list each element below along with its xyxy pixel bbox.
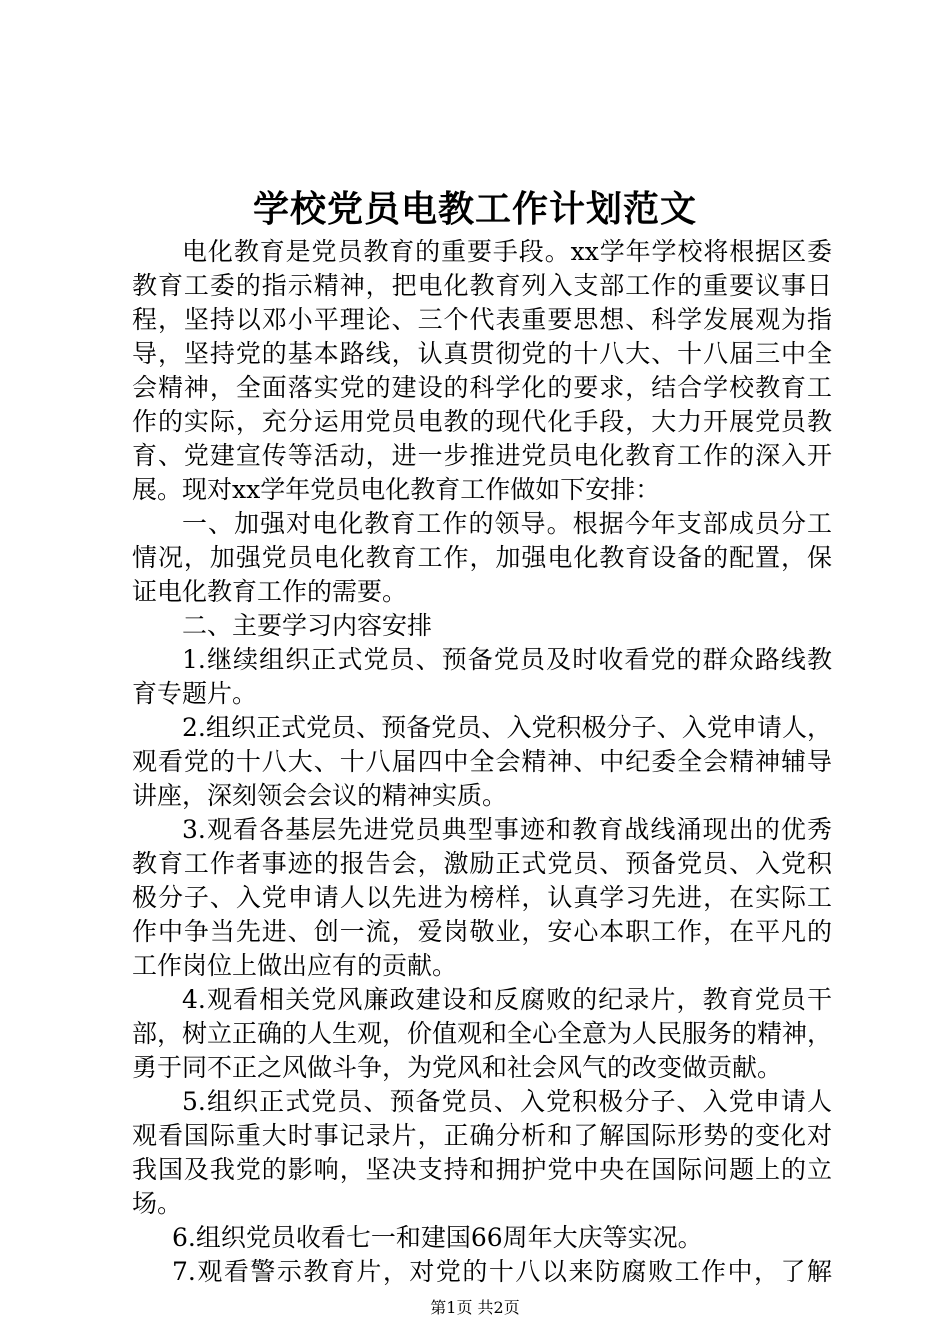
text-line: 场。 (132, 1189, 183, 1218)
page-title: 学校党员电教工作计划范文 (252, 188, 697, 230)
text-line: 我国及我党的影响，坚决支持和拥护党中央在国际问题上的立 (132, 1155, 832, 1184)
text-line: 6.组织党员收看七一和建国66周年大庆等实况。 (172, 1223, 703, 1252)
text-line: 7.观看警示教育片，对党的十八以来防腐败工作中，了解 (172, 1257, 832, 1286)
text-line: 作中争当先进、创一流，爱岗敬业，安心本职工作，在平凡的 (132, 917, 832, 946)
section-heading: 二、主要学习内容安排 (182, 611, 433, 640)
text-line: 观看国际重大时事记录片，正确分析和了解国际形势的变化对 (132, 1121, 832, 1150)
text-line: 5.组织正式党员、预备党员、入党积极分子、入党申请人 (182, 1087, 832, 1116)
text-line: 1.继续组织正式党员、预备党员及时收看党的群众路线教 (182, 645, 832, 674)
text-line: 育专题片。 (132, 679, 258, 708)
text-line: 证电化教育工作的需要。 (132, 577, 408, 606)
text-line: 观看党的十八大、十八届四中全会精神、中纪委全会精神辅导 (132, 747, 832, 776)
text-line: 育、党建宣传等活动，进一步推进党员电化教育工作的深入开 (132, 441, 832, 470)
page-footer: 第1页 共2页 (430, 1298, 520, 1317)
text-line: 2.组织正式党员、预备党员、入党积极分子、入党申请人， (182, 713, 832, 742)
text-line: 4.观看相关党风廉政建设和反腐败的纪录片，教育党员干 (182, 985, 832, 1014)
text-line: 展。现对xx学年党员电化教育工作做如下安排： (132, 475, 661, 504)
text-line: 一、加强对电化教育工作的领导。根据今年支部成员分工 (182, 509, 832, 538)
text-line: 部，树立正确的人生观，价值观和全心全意为人民服务的精神， (132, 1019, 833, 1048)
text-line: 情况，加强党员电化教育工作，加强电化教育设备的配置，保 (132, 543, 832, 572)
text-line: 电化教育是党员教育的重要手段。xx学年学校将根据区委 (182, 237, 832, 266)
text-line: 作的实际，充分运用党员电教的现代化手段，大力开展党员教 (132, 407, 832, 436)
text-line: 会精神，全面落实党的建设的科学化的要求，结合学校教育工 (132, 373, 832, 402)
text-line: 讲座，深刻领会会议的精神实质。 (132, 781, 508, 810)
text-line: 3.观看各基层先进党员典型事迹和教育战线涌现出的优秀 (182, 815, 832, 844)
text-line: 极分子、入党申请人以先进为榜样，认真学习先进，在实际工 (132, 883, 832, 912)
text-line: 工作岗位上做出应有的贡献。 (132, 951, 458, 980)
text-line: 教育工作者事迹的报告会，激励正式党员、预备党员、入党积 (132, 849, 832, 878)
text-line: 勇于同不正之风做斗争，为党风和社会风气的改变做贡献。 (132, 1053, 783, 1082)
text-line: 导，坚持党的基本路线，认真贯彻党的十八大、十八届三中全 (132, 339, 832, 368)
text-line: 教育工委的指示精神，把电化教育列入支部工作的重要议事日 (132, 271, 832, 300)
text-line: 程，坚持以邓小平理论、三个代表重要思想、科学发展观为指 (132, 305, 832, 334)
